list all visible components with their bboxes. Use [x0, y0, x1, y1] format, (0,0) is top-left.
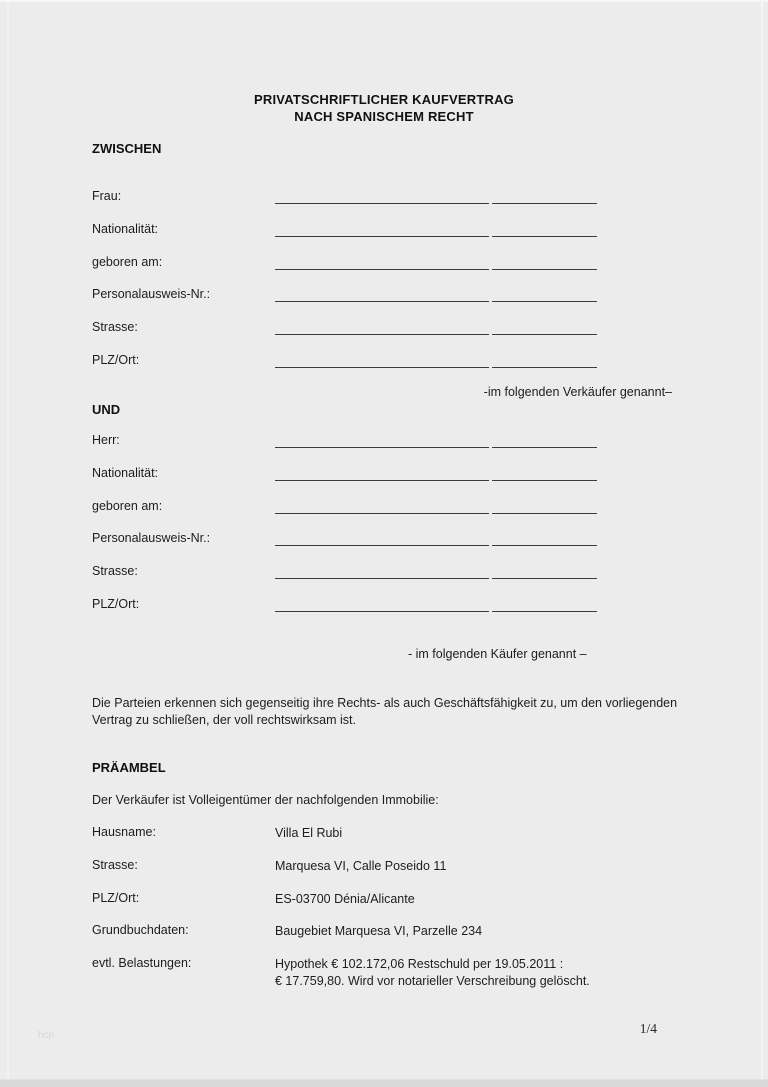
- seller-fieldset: [92, 189, 676, 386]
- form-field-row-personalausweis: [92, 531, 676, 564]
- preamble-intro-text: Der Verkäufer ist Volleigentümer der nachfolgenden Immobilie:: [92, 793, 439, 807]
- property-label: Grundbuchdaten:: [92, 923, 189, 938]
- blank-fill-line: [275, 564, 597, 579]
- page-edge-left: [7, 0, 9, 1087]
- blank-fill-line: [275, 287, 597, 302]
- field-label: Frau:: [92, 189, 122, 203]
- field-label: PLZ/Ort:: [92, 596, 140, 611]
- field-label: PLZ/Ort:: [92, 352, 140, 367]
- page-edge-right: [761, 0, 763, 1087]
- field-label: Nationalität:: [92, 221, 159, 236]
- property-row-strasse: [92, 858, 676, 891]
- blank-fill-line: [275, 433, 597, 448]
- section-heading-und: UND: [92, 402, 121, 417]
- field-label: Herr:: [92, 433, 120, 447]
- property-label: Hausname:: [92, 825, 156, 839]
- form-field-row-plz-ort: [92, 597, 676, 630]
- form-field-row-strasse: [92, 320, 676, 353]
- form-field-row-herr: [92, 433, 676, 466]
- property-label: PLZ/Ort:: [92, 890, 140, 905]
- page-edge-top: [0, 0, 768, 2]
- buyer-fieldset: [92, 433, 676, 630]
- property-value: Hypothek € 102.172,06 Restschuld per 19.05.2011 : € 17.759,80. Wird vor notarieller Verschreibung gelöscht.: [275, 957, 590, 988]
- blank-fill-line: [275, 597, 597, 612]
- page-number: 1/4: [639, 1021, 657, 1036]
- field-label: Strasse:: [92, 564, 138, 579]
- blank-fill-line: [275, 222, 597, 237]
- form-field-row-nationalitaet: [92, 222, 676, 255]
- form-field-row-strasse: [92, 564, 676, 597]
- form-field-row-plz-ort: [92, 353, 676, 386]
- page-edge-bottom: [0, 1079, 768, 1087]
- document-title: [0, 92, 768, 125]
- blank-fill-line: [275, 320, 597, 335]
- blank-fill-line: [275, 531, 597, 546]
- blank-fill-line: [275, 189, 597, 204]
- document-title-line2: NACH SPANISCHEM RECHT: [294, 108, 474, 124]
- seller-designation: -im folgenden Verkäufer genannt–: [483, 385, 672, 399]
- buyer-designation: - im folgenden Käufer genannt –: [408, 647, 587, 661]
- property-label: evtl. Belastungen:: [92, 956, 192, 971]
- property-value: Baugebiet Marquesa VI, Parzelle 234: [275, 924, 483, 939]
- form-field-row-geboren-am: [92, 255, 676, 288]
- blank-fill-line: [275, 255, 597, 270]
- property-label: Strasse:: [92, 857, 138, 872]
- property-value: Villa El Rubi: [275, 826, 343, 840]
- property-row-grundbuchdaten: [92, 923, 676, 956]
- field-label: geboren am:: [92, 498, 163, 513]
- form-field-row-frau: [92, 189, 676, 222]
- property-row-plz-ort: [92, 891, 676, 924]
- footer-watermark: hcp: [38, 1030, 55, 1041]
- blank-fill-line: [275, 466, 597, 481]
- capacity-clause-paragraph: Die Parteien erkennen sich gegenseitig ihre Rechts- als auch Geschäftsfähigkeit zu, um den vorliegenden Vertrag zu schließen, der voll rechtswirksam ist.: [92, 696, 678, 727]
- field-label: geboren am:: [92, 254, 163, 269]
- property-row-belastungen: [92, 956, 676, 990]
- blank-fill-line: [275, 353, 597, 368]
- blank-fill-line: [275, 499, 597, 514]
- form-field-row-personalausweis: [92, 287, 676, 320]
- field-label: Personalausweis-Nr.:: [92, 531, 211, 546]
- property-row-hausname: [92, 825, 676, 858]
- property-value: ES-03700 Dénia/Alicante: [275, 891, 415, 906]
- field-label: Personalausweis-Nr.:: [92, 287, 211, 302]
- property-value: Marquesa VI, Calle Poseido 11: [275, 858, 447, 873]
- property-details-list: [92, 825, 676, 990]
- field-label: Strasse:: [92, 320, 138, 335]
- field-label: Nationalität:: [92, 465, 159, 480]
- section-heading-zwischen: ZWISCHEN: [92, 141, 162, 156]
- form-field-row-nationalitaet: [92, 466, 676, 499]
- section-heading-praeambel: PRÄAMBEL: [92, 760, 166, 775]
- document-title-line1: PRIVATSCHRIFTLICHER KAUFVERTRAG: [254, 92, 514, 107]
- form-field-row-geboren-am: [92, 499, 676, 532]
